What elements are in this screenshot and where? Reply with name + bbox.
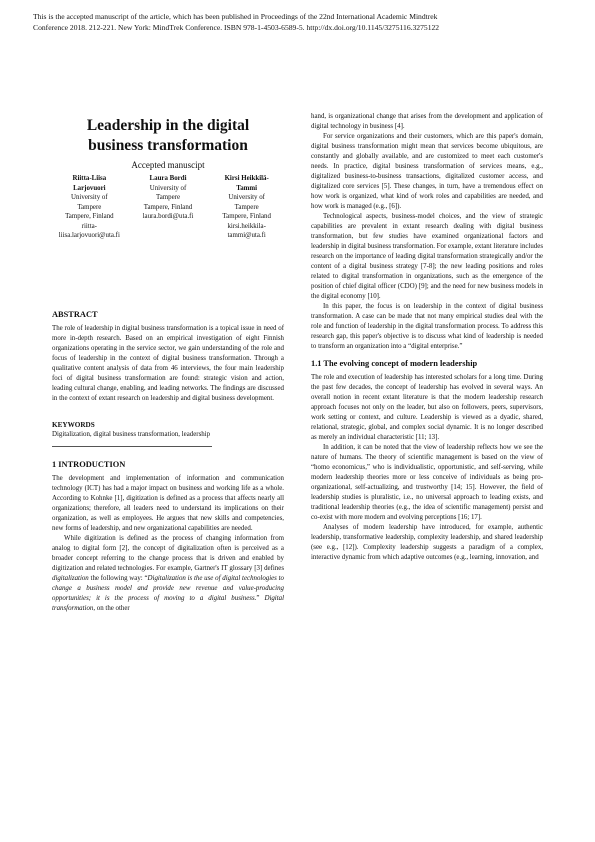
right-paragraph-1: hand, is organizational change that arises from the development and application of digital technology in business [4]. (311, 113, 543, 130)
author-email[interactable]: laura.bordi@uta.fi (142, 213, 194, 220)
author-location: Tampere, Finland (65, 213, 114, 220)
introduction-heading: 1 INTRODUCTION (52, 459, 126, 469)
author-location: Tampere, Finland (143, 203, 193, 211)
definition-quote: Digitalization is the use of digital technologies to change a business model and provide new revenue and value-producing opportunities; it is the process of moving to a digital business. (52, 574, 284, 602)
right-paragraph-2: For service organizations and their customers, which are this paper's domain, digital business transformation might mean that services become ubiquitous, are constantly and globally available, and are customized to meet each customer's needs. In practice, digital business transformation of services means, e.g., digitalized business-to-business transactions, digitalized customer access, and digitalized core services [5]. These changes, in turn, have a tremendous effect on how work is organized, what kind of work roles and capabilities are needed, and how work is managed (e.g., [6]). (311, 133, 543, 210)
right-column (311, 112, 543, 563)
term-digital-transformation: Digital transformation (52, 594, 284, 612)
right-paragraph-4: In this paper, the focus is on leadership in the context of digital business transformation. A case can be made that not many empirical studies deal with the role and function of leadership in the digital transformation process. To address this research gap, this paper's objective is to discuss what kind of leadership is needed to transform an organization into a “digital enterprise.” (311, 303, 543, 350)
right-paragraph-5: The role and execution of leadership has interested scholars for a long time. During the past few decades, the concept of leadership has evolved in several ways. An overall notion in recent extant literature is that the modern leadership research approach focuses not only on the leader, but also on followers, peers, supervisors, work setting or context, and culture. Leadership is viewed as a dyadic, shared, relational, strategic, global, and complex social dynamic. It is no longer described as merely an individual characteristic [11; 13]. (311, 374, 543, 441)
author-location: Tampere, Finland (222, 213, 271, 220)
publication-notice (33, 12, 553, 33)
author-affiliation: University of (71, 194, 108, 201)
title-line-2: business transformation (88, 137, 248, 154)
notice-line-2: Conference 2018. 212-221. New York: MindTrek Conference. ISBN 978-1-4503-6589-5. http://dx.doi.org/10.1145/3275116.3275122 (33, 22, 440, 32)
author-email[interactable]: riitta- (81, 222, 97, 230)
author-email[interactable]: liisa.larjovuori@uta.fi (58, 232, 120, 239)
manuscript-label: Accepted manuscipt (131, 160, 205, 170)
right-paragraph-6: In addition, it can be noted that the view of leadership reflects how we see the nature of humans. The theory of scientific management is based on the view of “homo economicus,” who is individualistic, opportunistic, and self-serving, while modern leadership theories more or less conceive of individuals as being pro-organizational, self-actualizing, and trustworthy [14; 15]. However, the field of leadership studies is pluralistic, i.e., no universal approach to leading exists, and traditional leadership theories (e.g., the idea of scientific management) persist and co-exist with more modern and evolving perceptions [16; 17]. (311, 444, 543, 521)
section-1-1-heading: 1.1 The evolving concept of modern leadership (311, 359, 478, 368)
paper-title (52, 116, 284, 156)
author-email[interactable]: tammi@uta.fi (227, 232, 266, 239)
author-affiliation: Tampere (156, 194, 181, 201)
right-paragraph-7: Analyses of modern leadership have introduced, for example, authentic leadership, transformative leadership, complexity leadership, and shared leadership (see e.g., [12]). Complexity leadership suggests a paradigm of a complex, interactive dynamic from which adaptive outcomes (e.g., learning, innovation, and (311, 524, 543, 561)
abstract-text: The role of leadership in digital business transformation is a topical issue in need of more in-depth research. Based on an empirical investigation of eight Finnish organizations operating in the service sector, we gain understanding of the role and focus of leadership in the context of digital business transformation. Through a qualitative content analysis of data from 46 interviews, the four main leadership foci of digital business transformation are found: strategic vision and action, leading cultural change, enabling, and leading networks. The findings are discussed in the context of extant research on leadership and digital business development. (52, 324, 284, 402)
abstract-heading: ABSTRACT (52, 309, 98, 319)
keywords-heading: KEYWORDS (52, 420, 95, 429)
text-run: While digitization is defined as the process of changing information from analog to digital form [2], the concept of digitalization often is perceived as a broader concept referring to the change process that is driven and enabled by digitization and related technologies. For example, Gartner's IT glossary [3] defines (52, 534, 284, 572)
author-name: Riitta-Liisa (72, 175, 107, 182)
author-1 (52, 174, 127, 241)
text-run: ” (256, 594, 265, 602)
author-affiliation: Tampere (234, 203, 259, 211)
author-name: Larjovuori (73, 184, 106, 192)
text-run: the following way: “ (88, 574, 148, 582)
text-run: , on the other (93, 604, 130, 612)
notice-line-1: This is the accepted manuscript of the article, which has been published in Proceedings of the 22nd International Academic Mindtrek (33, 12, 438, 21)
right-paragraph-3: Technological aspects, business-model choices, and the view of strategic capabilities are prevalent in extant research dealing with digital business transformation, but few studies have examined organizational factors and leadership in digital business transformation. For example, extant literature includes research on the importance of leading digital transformation strategically and/or the content of a digital business strategy [7-8]; the new leading positions and roles related to digital transformation in organizations, such as the emergence of the position of chief digital officer (CDO) [9]; and the need for new business models in the digital economy [10]. (311, 213, 543, 300)
author-2 (131, 174, 206, 241)
term-digitalization: digitalization (52, 574, 89, 582)
author-affiliation: University of (228, 194, 265, 201)
footnote-divider (52, 446, 212, 447)
intro-paragraph-1: The development and implementation of information and communication technology (ICT) has had a major impact on business and working life as a whole. According to Kohnke [1], digitization is defined as a process that affects nearly all organizations; therefore, all leaders need to understand its implications on their organization, as well as employees. He argues that new skills and competencies, new forms of leadership, and new organizational capabilities are needed. (52, 474, 284, 532)
author-3 (209, 174, 284, 241)
intro-paragraph-2 (52, 534, 284, 614)
author-affiliation: University of (149, 184, 187, 192)
author-name: Kirsi Heikkilä- (224, 175, 269, 182)
author-block (52, 174, 284, 241)
author-affiliation: Tampere (77, 203, 102, 211)
title-line-1: Leadership in the digital (86, 117, 250, 134)
left-column (52, 112, 284, 614)
keywords-text: Digitalization, digital business transformation, leadership (52, 430, 211, 438)
author-name: Tammi (236, 184, 258, 192)
author-name: Laura Bordi (149, 175, 187, 182)
author-email[interactable]: kirsi.heikkila- (227, 222, 266, 230)
